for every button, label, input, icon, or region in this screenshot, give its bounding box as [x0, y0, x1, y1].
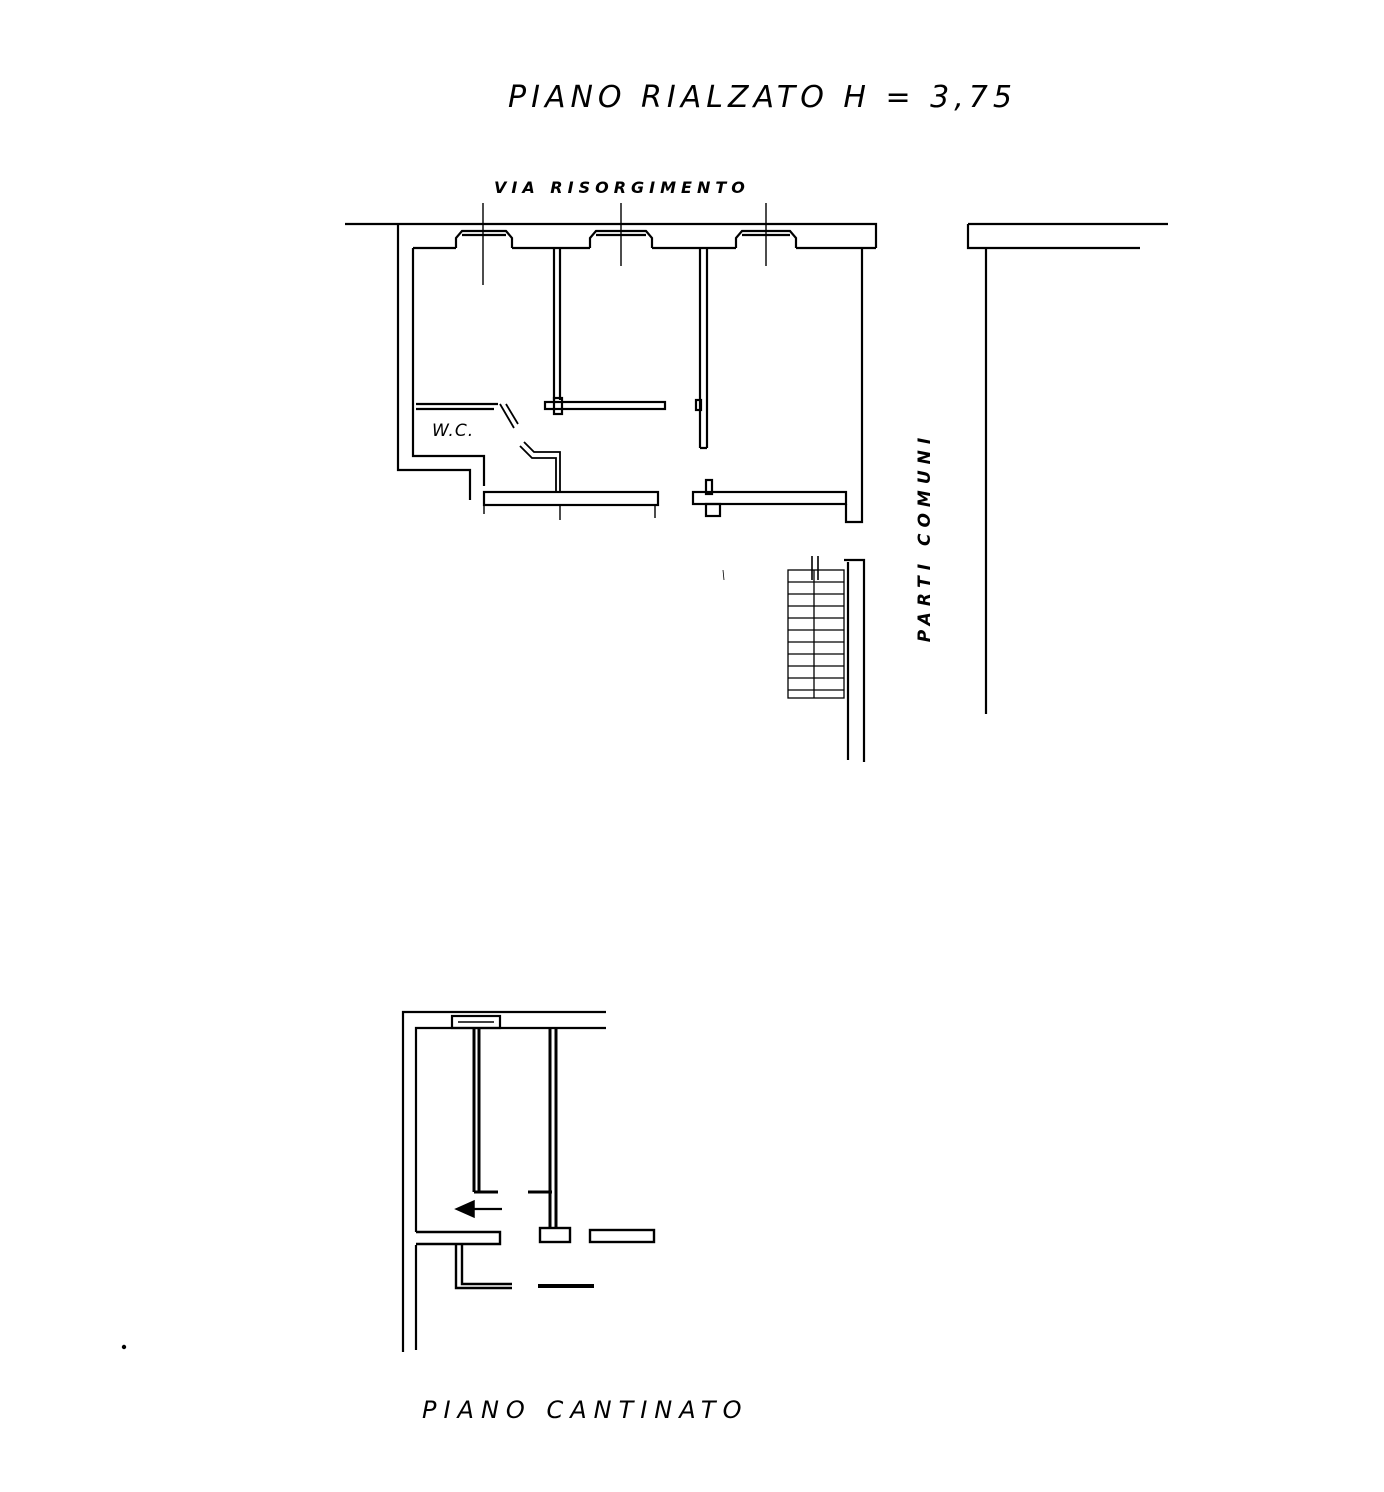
basement-exterior-wall: [403, 1012, 606, 1352]
street-label: VIA RISORGIMENTO: [494, 178, 750, 197]
common-parts-label: PARTI COMUNI: [915, 431, 935, 643]
wc-room-label: W.C.: [432, 421, 475, 441]
wc-partition: [416, 404, 560, 492]
upper-floor-plan: [345, 203, 1168, 762]
scan-speck: [723, 570, 724, 580]
window: [590, 203, 652, 266]
rear-wall: [484, 480, 846, 520]
upper-floor-title: PIANO RIALZATO H = 3,75: [508, 80, 1017, 115]
scan-speck: [122, 1345, 126, 1349]
basement-floor-title: PIANO CANTINATO: [422, 1396, 749, 1424]
basement-corridor-wall: [416, 1228, 654, 1288]
basement-partition: [474, 1028, 556, 1228]
staircase: [788, 556, 864, 762]
interior-partition: [545, 248, 665, 414]
basement-floor-plan: [403, 1012, 654, 1352]
right-exterior-wall: [846, 248, 876, 522]
window: [456, 203, 512, 285]
arrow-icon: [456, 1201, 502, 1217]
common-area-wall: [968, 224, 1168, 714]
left-exterior-wall: [398, 224, 484, 500]
basement-window: [452, 1016, 500, 1028]
interior-partition: [696, 248, 707, 448]
window: [736, 203, 796, 266]
